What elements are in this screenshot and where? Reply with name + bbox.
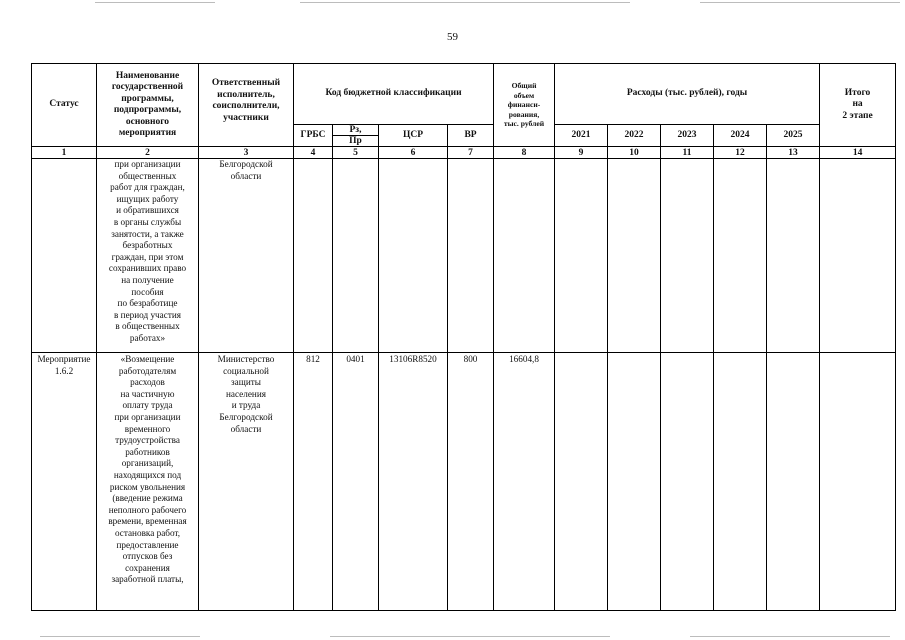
scan-bottom-left-line — [40, 636, 200, 637]
column-number: 6 — [379, 147, 448, 159]
scan-top-mid-line — [300, 2, 630, 3]
cell-2023 — [661, 353, 714, 611]
header-year-2025: 2025 — [767, 125, 820, 147]
column-number: 8 — [494, 147, 555, 159]
column-number: 3 — [199, 147, 294, 159]
cell-name: при организации общественных работ для граждан, ищущих работу и обратившихся в органы службы занятости, а также безработных граждан, при этом сохранивших право на получение пособия по безработице в период участия в общественных работах» — [97, 159, 199, 353]
header-total-funding: Общий объем финанси- рования, тыс. рублей — [494, 64, 555, 147]
scan-bottom-mid-line — [330, 636, 610, 637]
cell-csr — [379, 159, 448, 353]
header-year-2024: 2024 — [714, 125, 767, 147]
cell-responsible: Белгородской области — [199, 159, 294, 353]
cell-stage-total — [820, 353, 896, 611]
header-row-main — [32, 64, 896, 125]
cell-status: Мероприятие 1.6.2 — [32, 353, 97, 611]
header-year-2021: 2021 — [555, 125, 608, 147]
column-number: 12 — [714, 147, 767, 159]
column-number: 10 — [608, 147, 661, 159]
table-row — [32, 159, 896, 353]
cell-grbs — [294, 159, 333, 353]
scan-top-right-line — [700, 2, 900, 3]
header-rz-pr — [333, 125, 379, 147]
header-program-name: Наименование государственной программы, подпрограммы, основного мероприятия — [97, 64, 199, 147]
cell-csr: 13106R8520 — [379, 353, 448, 611]
column-number: 9 — [555, 147, 608, 159]
header-csr: ЦСР — [379, 125, 448, 147]
cell-2021 — [555, 353, 608, 611]
cell-responsible: Министерство социальной защиты населения и труда Белгородской области — [199, 353, 294, 611]
cell-2025 — [767, 159, 820, 353]
header-status: Статус — [32, 64, 97, 147]
header-year-2022: 2022 — [608, 125, 661, 147]
budget-table — [31, 63, 896, 611]
cell-2024 — [714, 353, 767, 611]
scan-bottom-right-line — [690, 636, 890, 637]
cell-vr: 800 — [448, 353, 494, 611]
column-number: 5 — [333, 147, 379, 159]
column-number: 4 — [294, 147, 333, 159]
scan-top-left-line — [95, 2, 215, 3]
header-year-2023: 2023 — [661, 125, 714, 147]
cell-stage-total — [820, 159, 896, 353]
cell-rz-pr — [333, 159, 379, 353]
column-number: 1 — [32, 147, 97, 159]
column-number: 7 — [448, 147, 494, 159]
cell-2024 — [714, 159, 767, 353]
cell-2025 — [767, 353, 820, 611]
column-number: 2 — [97, 147, 199, 159]
header-budget-code: Код бюджетной классификации — [294, 64, 494, 125]
column-number: 11 — [661, 147, 714, 159]
cell-2021 — [555, 159, 608, 353]
page-number: 59 — [447, 31, 458, 43]
header-responsible: Ответственный исполнитель, соисполнители, участники — [199, 64, 294, 147]
cell-status — [32, 159, 97, 353]
header-grbs: ГРБС — [294, 125, 333, 147]
cell-2023 — [661, 159, 714, 353]
cell-vr — [448, 159, 494, 353]
header-rz: Рз, — [333, 125, 378, 136]
cell-2022 — [608, 353, 661, 611]
header-stage-total: Итого на 2 этапе — [820, 64, 896, 147]
column-number: 13 — [767, 147, 820, 159]
cell-grbs: 812 — [294, 353, 333, 611]
cell-total: 16604,8 — [494, 353, 555, 611]
cell-total — [494, 159, 555, 353]
header-pr: Пр — [349, 136, 362, 146]
cell-rz-pr: 0401 — [333, 353, 379, 611]
header-vr: ВР — [448, 125, 494, 147]
column-number-row — [32, 147, 896, 159]
column-number: 14 — [820, 147, 896, 159]
table-row — [32, 353, 896, 611]
cell-2022 — [608, 159, 661, 353]
header-expenses: Расходы (тыс. рублей), годы — [555, 64, 820, 125]
cell-name: «Возмещение работодателям расходов на частичную оплату труда при организации временного трудоустройства работников организаций, находящихся под риском увольнения (введение режима неполного рабочего времени, временная остановка работ, предоставление отпусков без сохранения заработной платы, — [97, 353, 199, 611]
